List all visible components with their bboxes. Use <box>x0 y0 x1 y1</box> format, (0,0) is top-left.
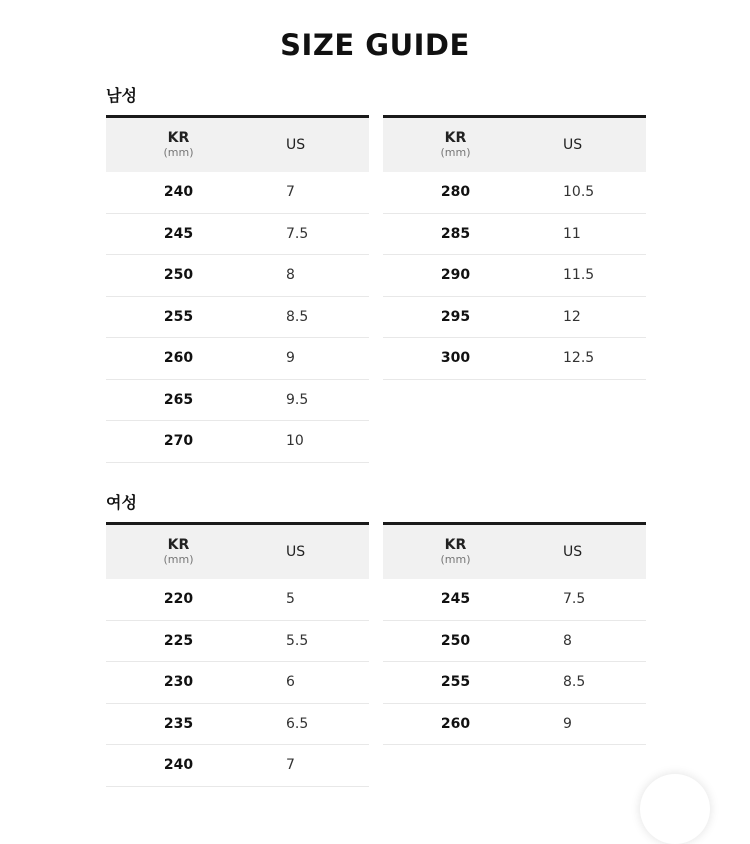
kr-size-cell: 230 <box>163 674 194 691</box>
women-size-table-left <box>106 522 369 787</box>
table-row <box>106 213 369 255</box>
us-size-cell: 9 <box>286 350 295 367</box>
us-size-cell: 11 <box>563 225 581 242</box>
page-title: SIZE GUIDE <box>280 28 470 62</box>
table-row <box>383 172 646 214</box>
kr-size-cell: 285 <box>440 225 471 242</box>
us-column-header: US <box>563 543 583 560</box>
kr-column-header <box>106 524 251 579</box>
us-size-cell: 10 <box>286 433 304 450</box>
us-size-cell: 10.5 <box>563 184 595 200</box>
section-label-men: 남성 <box>106 86 137 105</box>
table-row <box>106 620 369 662</box>
table-row <box>383 662 646 704</box>
us-column-header: US <box>286 136 306 153</box>
table-row <box>106 296 369 338</box>
us-size-cell: 7 <box>286 184 295 200</box>
kr-size-cell: 240 <box>163 757 194 774</box>
kr-size-cell: 255 <box>163 308 194 325</box>
table-row <box>106 662 369 704</box>
kr-column-header <box>383 117 528 172</box>
kr-size-cell: 245 <box>163 225 194 242</box>
kr-size-cell: 270 <box>163 433 194 450</box>
table-row <box>106 379 369 421</box>
kr-size-cell: 295 <box>440 308 471 325</box>
us-size-cell: 8.5 <box>286 308 309 325</box>
kr-size-cell: 235 <box>163 715 194 732</box>
kr-size-cell: 290 <box>440 267 471 284</box>
table-row <box>106 703 369 745</box>
us-size-cell: 6.5 <box>286 715 309 732</box>
kr-header-label: KR <box>444 536 467 553</box>
us-size-cell: 9 <box>563 715 572 732</box>
table-row <box>383 255 646 297</box>
kr-size-cell: 260 <box>163 350 194 367</box>
us-column-header: US <box>563 136 583 153</box>
kr-header-label: KR <box>167 129 190 146</box>
men-size-table-right <box>383 115 646 380</box>
table-row <box>106 421 369 463</box>
kr-size-cell: 300 <box>440 350 471 367</box>
kr-size-cell: 250 <box>440 632 471 649</box>
us-size-cell: 6 <box>286 674 295 691</box>
kr-header-unit: (mm) <box>163 552 194 566</box>
kr-size-cell: 220 <box>163 591 194 607</box>
us-size-cell: 7.5 <box>286 225 309 242</box>
kr-size-cell: 250 <box>163 267 194 284</box>
table-row <box>383 296 646 338</box>
table-row <box>106 172 369 214</box>
table-row <box>106 338 369 380</box>
table-row <box>106 255 369 297</box>
table-row <box>383 703 646 745</box>
us-size-cell: 5.5 <box>286 632 309 649</box>
kr-header-unit: (mm) <box>440 145 471 159</box>
table-header-row <box>383 117 646 172</box>
us-size-cell: 7.5 <box>563 591 586 607</box>
kr-size-cell: 255 <box>440 674 471 691</box>
table-row <box>383 579 646 621</box>
us-size-cell: 8 <box>286 267 295 284</box>
kr-size-cell: 225 <box>163 632 194 649</box>
us-size-cell: 11.5 <box>563 267 595 284</box>
table-header-row <box>106 117 369 172</box>
us-size-cell: 7 <box>286 757 295 774</box>
table-row <box>106 579 369 621</box>
us-column-header: US <box>286 543 306 560</box>
kr-size-cell: 245 <box>440 591 471 607</box>
floating-action-button[interactable] <box>640 774 710 844</box>
kr-size-cell: 240 <box>163 184 194 200</box>
kr-column-header <box>383 524 528 579</box>
table-header-row <box>383 524 646 579</box>
table-header-row <box>106 524 369 579</box>
kr-column-header <box>106 117 251 172</box>
us-size-cell: 12 <box>563 308 581 325</box>
table-row <box>106 745 369 787</box>
table-row <box>383 213 646 255</box>
table-row <box>383 620 646 662</box>
kr-header-unit: (mm) <box>440 552 471 566</box>
section-label-women: 여성 <box>106 493 137 512</box>
table-row <box>383 338 646 380</box>
kr-header-unit: (mm) <box>163 145 194 159</box>
kr-size-cell: 280 <box>440 184 471 200</box>
us-size-cell: 8.5 <box>563 674 586 691</box>
kr-size-cell: 260 <box>440 715 471 732</box>
us-size-cell: 12.5 <box>563 350 595 367</box>
women-size-table-right <box>383 522 646 745</box>
kr-header-label: KR <box>444 129 467 146</box>
men-size-table-left <box>106 115 369 463</box>
kr-header-label: KR <box>167 536 190 553</box>
us-size-cell: 8 <box>563 632 572 649</box>
us-size-cell: 5 <box>286 591 295 607</box>
kr-size-cell: 265 <box>163 391 194 408</box>
us-size-cell: 9.5 <box>286 391 309 408</box>
